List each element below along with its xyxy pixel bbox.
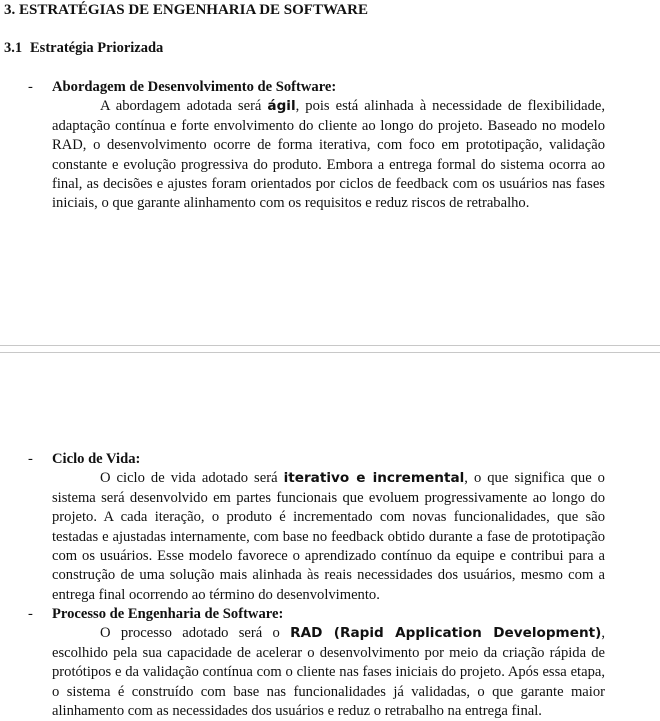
para-text: O ciclo de vida adotado será — [100, 470, 284, 487]
bullet-dash: - — [28, 79, 33, 95]
para-text: , o que significa que o sistema será desenvolvido em partes funcionais que evoluem progressivamente ao longo do projeto. A cada iteração, o produto é incrementado com novas funcionalidades, que são testadas e ajustadas internamente, com base no feedback obtido durante a fase de prototipação com os usuários. Esse modelo favorece o aprendizado contínuo da equipe e contribui para a construção de uma solução mais alinhada às reais necessidades dos usuários, mesmo com a entrega final ocorrendo ao término do desenvolvimento. — [52, 470, 605, 603]
page-break — [0, 345, 660, 353]
para-text: , pois está alinhada à necessidade de flexibilidade, adaptação contínua e forte envolvimento do cliente ao longo do projeto. Baseado no modelo RAD, o desenvolvimento ocorre de forma iterativa, com foco em prototipação, validação constante e evolução progressiva do produto. Embora a entrega formal do sistema ocorra ao final, as decisões e ajustes foram orientados por ciclos de feedback com os usuários nas fases iniciais, o que garante alinhamento com os requisitos e reduz riscos de retrabalho. — [52, 98, 606, 212]
section-heading — [4, 40, 163, 57]
item-paragraph — [52, 624, 605, 721]
page-2 — [0, 353, 660, 721]
bullet-dash: - — [28, 451, 33, 467]
para-text: A abordagem adotada será — [100, 98, 268, 115]
item-title: Ciclo de Vida: — [52, 451, 141, 467]
chapter-title: 3. ESTRATÉGIAS DE ENGENHARIA DE SOFTWARE — [4, 2, 368, 18]
item-title: Processo de Engenharia de Software: — [52, 606, 284, 622]
section-title: Estratégia Priorizada — [30, 40, 164, 56]
section-number: 3.1 — [4, 40, 23, 56]
para-bold: iterativo e incremental — [283, 470, 465, 487]
para-text: O processo adotado será o — [100, 625, 291, 642]
para-text: , escolhido pela sua capacidade de acelerar o desenvolvimento por meio da criação rápida de protótipos e da validação contínua com o cliente nas fases iniciais do projeto. Após essa etapa, o sistema é construído com base nas funcionalidades já validadas, o que garante maior alinhamento com as necessidades dos usuários e reduz o retrabalho na entrega final. — [52, 625, 605, 720]
item-paragraph — [52, 97, 605, 213]
page-1 — [0, 0, 660, 346]
item-title: Abordagem de Desenvolvimento de Software: — [52, 79, 337, 95]
item-paragraph — [52, 469, 605, 605]
bullet-dash: - — [28, 606, 33, 622]
para-bold: ágil — [267, 98, 296, 115]
para-bold: RAD (Rapid Application Development) — [290, 625, 602, 642]
